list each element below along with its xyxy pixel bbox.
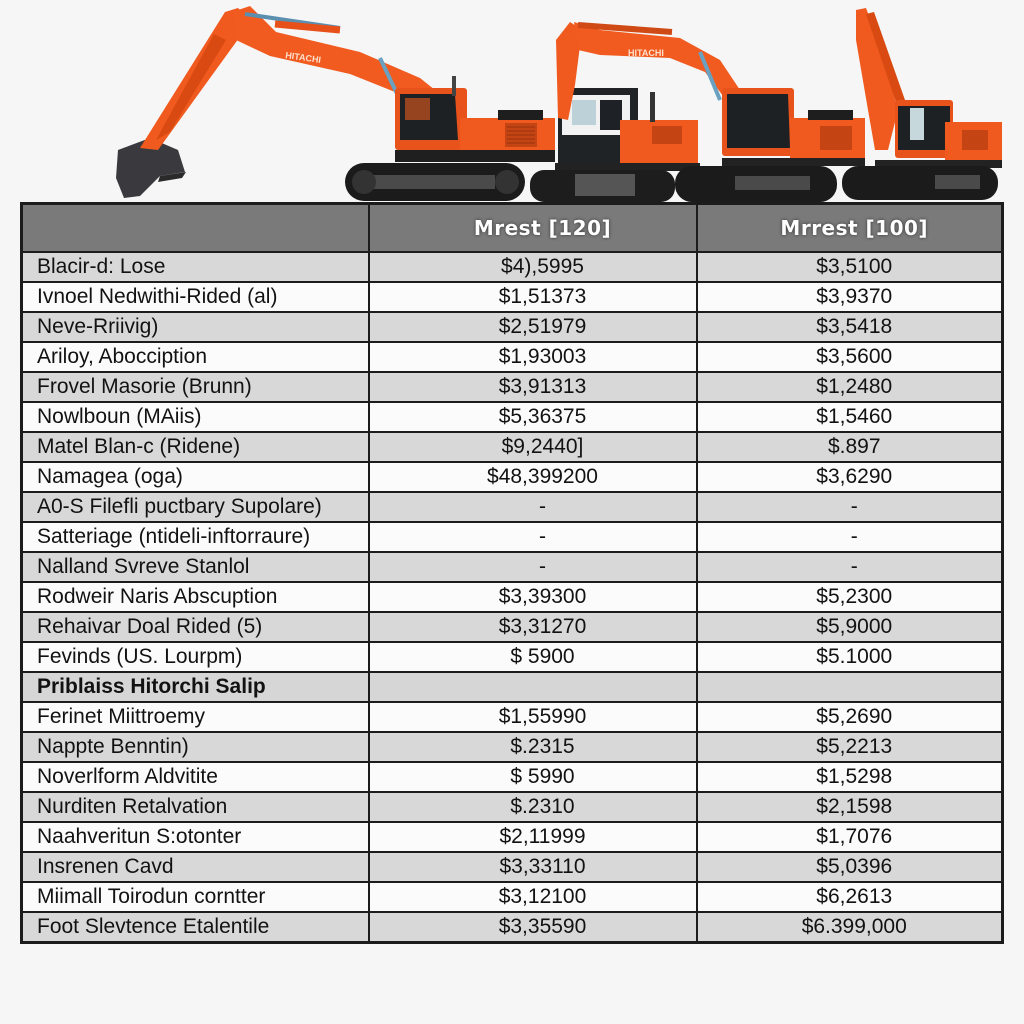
row-value-120: $3,39300 [369, 582, 697, 612]
row-label: Foot Slevtence Etalentile [22, 912, 369, 943]
row-label: Insrenen Cavd [22, 852, 369, 882]
row-value-120: $3,35590 [369, 912, 697, 943]
row-value-100: - [697, 552, 1003, 582]
row-label: Neve-Rriivig) [22, 312, 369, 342]
row-label: Ivnoel Nedwithi-Rided (al) [22, 282, 369, 312]
section-header-row [22, 672, 1003, 702]
row-value-100: $3,9370 [697, 282, 1003, 312]
row-label: Blacir-d: Lose [22, 252, 369, 282]
row-value-100: $5.1000 [697, 642, 1003, 672]
row-label: Satteriage (ntideli-inftorraure) [22, 522, 369, 552]
row-value-100: $1,2480 [697, 372, 1003, 402]
row-label: A0-S Filefli puctbary Supolare) [22, 492, 369, 522]
row-label: Nowlboun (MAiis) [22, 402, 369, 432]
row-value-120: $9,2440] [369, 432, 697, 462]
table-header-row [22, 204, 1003, 253]
table-row [22, 792, 1003, 822]
row-label: Rodweir Naris Abscuption [22, 582, 369, 612]
row-label: Matel Blan-c (Ridene) [22, 432, 369, 462]
row-label: Fevinds (US. Lourpm) [22, 642, 369, 672]
excavator-4 [842, 8, 1002, 200]
table-row [22, 582, 1003, 612]
table-row [22, 372, 1003, 402]
table-row [22, 822, 1003, 852]
row-label: Frovel Masorie (Brunn) [22, 372, 369, 402]
table-row [22, 492, 1003, 522]
row-value-100: $1,5298 [697, 762, 1003, 792]
row-value-100: $3,5418 [697, 312, 1003, 342]
header-label-column [22, 204, 369, 253]
row-value-120: $48,399200 [369, 462, 697, 492]
table-row [22, 312, 1003, 342]
row-label: Ferinet Miittroemy [22, 702, 369, 732]
section-title: Priblaiss Hitorchi Salip [22, 672, 369, 702]
row-value-100: $3,5100 [697, 252, 1003, 282]
row-value-100: $3,5600 [697, 342, 1003, 372]
row-value-120: $5,36375 [369, 402, 697, 432]
row-value-100: - [697, 492, 1003, 522]
table-row [22, 552, 1003, 582]
row-value-100: $6,2613 [697, 882, 1003, 912]
row-value-100: $3,6290 [697, 462, 1003, 492]
excavator-banner [0, 0, 1024, 205]
table-row [22, 642, 1003, 672]
row-value-120: $3,91313 [369, 372, 697, 402]
row-value-100: $6.399,000 [697, 912, 1003, 943]
table-row [22, 702, 1003, 732]
table-row [22, 882, 1003, 912]
table-row [22, 912, 1003, 943]
row-value-100: $2,1598 [697, 792, 1003, 822]
row-label: Rehaivar Doal Rided (5) [22, 612, 369, 642]
boom-label: HITACHI [284, 50, 322, 65]
row-label: Nurditen Retalvation [22, 792, 369, 822]
table-row [22, 432, 1003, 462]
row-label: Nalland Svreve Stanlol [22, 552, 369, 582]
row-value-120: $1,51373 [369, 282, 697, 312]
row-value-120: $4),5995 [369, 252, 697, 282]
row-value-120: $1,55990 [369, 702, 697, 732]
row-value-100: $5,0396 [697, 852, 1003, 882]
table-row [22, 252, 1003, 282]
section-empty-cell [369, 672, 697, 702]
price-comparison-table [20, 202, 1004, 944]
row-label: Naahveritun S:otonter [22, 822, 369, 852]
row-value-100: $5,2213 [697, 732, 1003, 762]
table-row [22, 342, 1003, 372]
row-label: Ariloy, Abocciption [22, 342, 369, 372]
section-empty-cell [697, 672, 1003, 702]
header-column-120[interactable]: Mrest [120] [369, 204, 697, 253]
row-value-100: $5,2300 [697, 582, 1003, 612]
row-value-120: $2,51979 [369, 312, 697, 342]
row-value-100: $5,9000 [697, 612, 1003, 642]
row-value-120: $2,11999 [369, 822, 697, 852]
row-value-120: $.2315 [369, 732, 697, 762]
row-label: Noverlform Aldvitite [22, 762, 369, 792]
excavator-illustration [0, 0, 1024, 205]
row-value-100: - [697, 522, 1003, 552]
table-row [22, 282, 1003, 312]
row-value-120: $1,93003 [369, 342, 697, 372]
row-value-100: $1,7076 [697, 822, 1003, 852]
row-value-120: - [369, 552, 697, 582]
excavator-1 [116, 6, 555, 201]
row-value-120: $3,33110 [369, 852, 697, 882]
table-row [22, 732, 1003, 762]
row-value-120: $3,31270 [369, 612, 697, 642]
row-label: Miimall Toirodun corntter [22, 882, 369, 912]
row-value-100: $.897 [697, 432, 1003, 462]
row-label: Namagea (oga) [22, 462, 369, 492]
row-value-100: $1,5460 [697, 402, 1003, 432]
row-value-120: $ 5990 [369, 762, 697, 792]
row-value-120: - [369, 492, 697, 522]
row-value-120: - [369, 522, 697, 552]
table-row [22, 462, 1003, 492]
table-row [22, 612, 1003, 642]
excavator-2 [530, 88, 700, 202]
table-row [22, 852, 1003, 882]
row-value-120: $3,12100 [369, 882, 697, 912]
row-value-100: $5,2690 [697, 702, 1003, 732]
header-column-100[interactable]: Mrrest [100] [697, 204, 1003, 253]
row-label: Nappte Benntin) [22, 732, 369, 762]
table-row [22, 402, 1003, 432]
table-row [22, 522, 1003, 552]
row-value-120: $ 5900 [369, 642, 697, 672]
table-row [22, 762, 1003, 792]
boom-label: HITACHI [628, 48, 664, 58]
row-value-120: $.2310 [369, 792, 697, 822]
